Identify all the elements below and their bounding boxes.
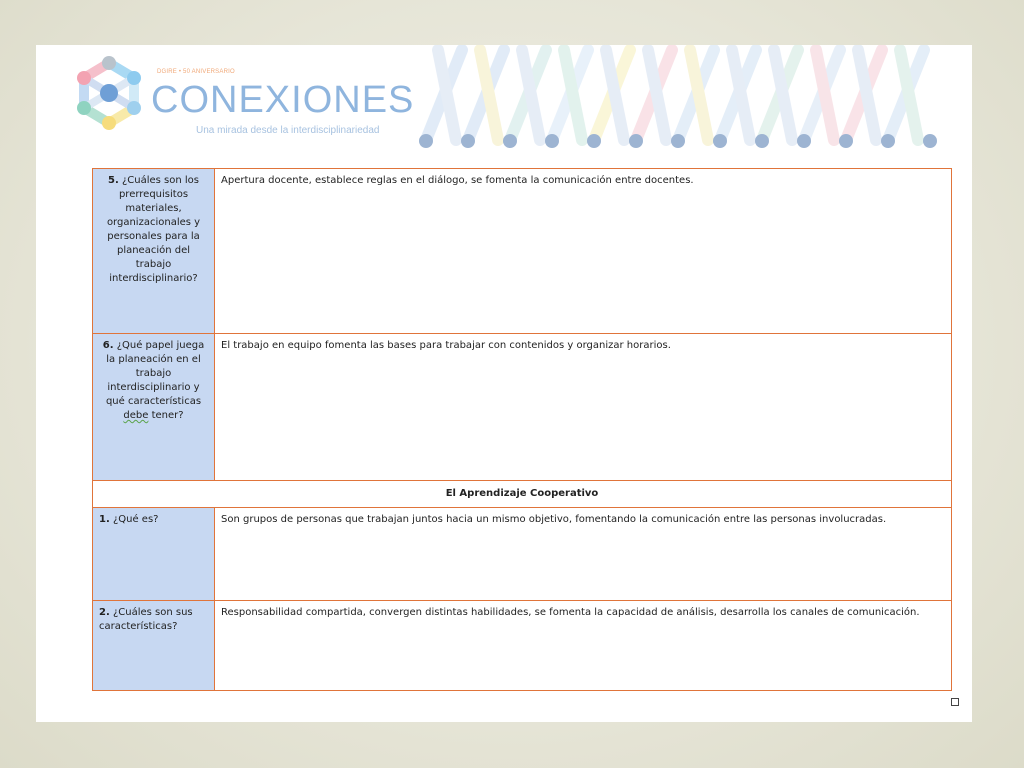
- question-text-end: tener?: [148, 410, 184, 421]
- question-cell: [93, 334, 215, 481]
- question-text: ¿Qué papel juega la planeación en el trabajo interdisciplinario y qué características: [105, 340, 205, 407]
- answer-cell: [215, 508, 952, 601]
- question-text: ¿Cuáles son sus características?: [99, 607, 193, 632]
- logo-title: CONEXIONES: [151, 79, 415, 121]
- logo-subtitle: Una mirada desde la interdisciplinariedad: [196, 125, 380, 136]
- question-cell: [93, 169, 215, 334]
- answer-text: Responsabilidad compartida, convergen distintas habilidades, se fomenta la capacidad de análisis, desarrolla los canales de comunicación.: [221, 607, 920, 618]
- table-row: [93, 601, 952, 691]
- table-row: [93, 508, 952, 601]
- answer-cell: [215, 169, 952, 334]
- question-number: 5.: [108, 175, 119, 186]
- section-header-row: [93, 481, 952, 508]
- slide: [36, 45, 972, 722]
- answer-text: Apertura docente, establece reglas en el diálogo, se fomenta la comunicación entre docentes.: [221, 175, 694, 186]
- answer-text: El trabajo en equipo fomenta las bases para trabajar con contenidos y organizar horarios.: [221, 340, 671, 351]
- section-title: El Aprendizaje Cooperativo: [93, 481, 952, 508]
- question-cell: [93, 508, 215, 601]
- resize-handle-icon: [951, 698, 959, 706]
- logo-anniversary-text: DGIRE • 50 ANIVERSARIO: [157, 69, 235, 75]
- question-number: 2.: [99, 607, 110, 618]
- question-text: ¿Cuáles son los prerrequisitos materiales, organizacionales y personales para la planeación del trabajo interdisciplinario?: [106, 175, 201, 284]
- table-row: [93, 334, 952, 481]
- answer-cell: [215, 334, 952, 481]
- conexiones-logo-icon: [68, 51, 150, 137]
- spellcheck-word: debe: [123, 410, 149, 421]
- question-number: 1.: [99, 514, 110, 525]
- decorative-stripes: [416, 45, 956, 155]
- answer-cell: [215, 601, 952, 691]
- question-number: 6.: [102, 340, 114, 351]
- question-cell: [93, 601, 215, 691]
- answer-text: Son grupos de personas que trabajan juntos hacia un mismo objetivo, fomentando la comunicación entre las personas involucradas.: [221, 514, 887, 525]
- question-text: ¿Qué es?: [112, 514, 159, 525]
- question-table: [92, 168, 952, 691]
- table-row: [93, 169, 952, 334]
